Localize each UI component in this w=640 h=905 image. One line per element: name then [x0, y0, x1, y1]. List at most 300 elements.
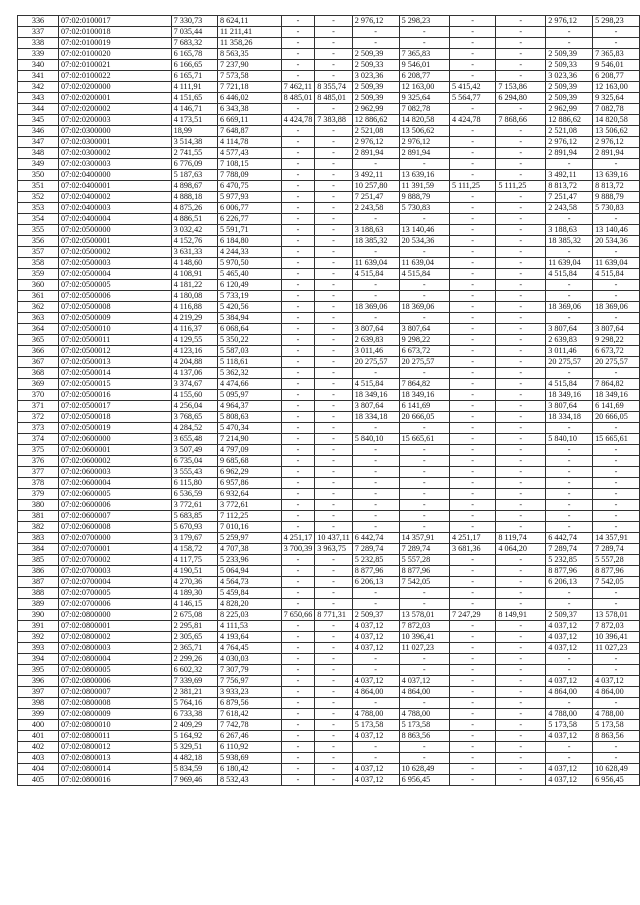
- value-cell-8: -: [496, 665, 546, 676]
- value-cell-6: 20 534,36: [399, 236, 449, 247]
- value-cell-10: -: [593, 38, 640, 49]
- value-cell-9: 5 173,58: [546, 720, 593, 731]
- value-cell-4: -: [315, 302, 352, 313]
- value-cell-7: -: [449, 269, 495, 280]
- value-cell-2: 5 470,34: [217, 423, 281, 434]
- value-cell-5: -: [352, 456, 399, 467]
- value-cell-6: 13 140,46: [399, 225, 449, 236]
- row-number-cell: 338: [18, 38, 59, 49]
- value-cell-1: 4 189,30: [171, 588, 217, 599]
- row-number-cell: 337: [18, 27, 59, 38]
- row-number-cell: 372: [18, 412, 59, 423]
- value-cell-7: -: [449, 203, 495, 214]
- value-cell-3: -: [281, 742, 315, 753]
- value-cell-7: 7 247,29: [449, 610, 495, 621]
- value-cell-10: -: [593, 247, 640, 258]
- value-cell-7: -: [449, 291, 495, 302]
- value-cell-3: -: [281, 181, 315, 192]
- value-cell-7: -: [449, 60, 495, 71]
- value-cell-2: 6 226,77: [217, 214, 281, 225]
- value-cell-3: -: [281, 731, 315, 742]
- value-cell-9: -: [546, 280, 593, 291]
- value-cell-7: -: [449, 588, 495, 599]
- value-cell-6: 4 788,00: [399, 709, 449, 720]
- value-cell-7: -: [449, 313, 495, 324]
- value-cell-1: 2 365,71: [171, 643, 217, 654]
- value-cell-8: -: [496, 170, 546, 181]
- row-number-cell: 371: [18, 401, 59, 412]
- value-cell-2: 6 932,64: [217, 489, 281, 500]
- value-cell-6: 13 506,62: [399, 126, 449, 137]
- row-number-cell: 359: [18, 269, 59, 280]
- value-cell-5: 3 807,64: [352, 324, 399, 335]
- value-cell-9: -: [546, 599, 593, 610]
- value-cell-2: 5 384,94: [217, 313, 281, 324]
- value-cell-6: 20 275,57: [399, 357, 449, 368]
- row-number-cell: 385: [18, 555, 59, 566]
- value-cell-10: -: [593, 599, 640, 610]
- value-cell-1: 5 187,63: [171, 170, 217, 181]
- value-cell-10: -: [593, 159, 640, 170]
- table-row: [18, 555, 640, 566]
- value-cell-8: -: [496, 60, 546, 71]
- cadastral-quarter-cell: 07:02:0500000: [58, 225, 171, 236]
- value-cell-2: 5 733,19: [217, 291, 281, 302]
- value-cell-1: 3 631,33: [171, 247, 217, 258]
- value-cell-9: 3 492,11: [546, 170, 593, 181]
- value-cell-1: 3 179,67: [171, 533, 217, 544]
- cadastral-quarter-cell: 07:02:0600005: [58, 489, 171, 500]
- value-cell-10: 8 863,56: [593, 731, 640, 742]
- value-cell-1: 4 148,60: [171, 258, 217, 269]
- value-cell-7: -: [449, 555, 495, 566]
- value-cell-8: -: [496, 357, 546, 368]
- value-cell-3: -: [281, 632, 315, 643]
- value-cell-9: 2 962,99: [546, 104, 593, 115]
- value-cell-1: 3 032,42: [171, 225, 217, 236]
- value-cell-1: 4 204,88: [171, 357, 217, 368]
- value-cell-5: 5 173,58: [352, 720, 399, 731]
- value-cell-10: 20 666,05: [593, 412, 640, 423]
- value-cell-9: 18 385,32: [546, 236, 593, 247]
- value-cell-8: -: [496, 302, 546, 313]
- cadastral-quarter-cell: 07:02:0400000: [58, 170, 171, 181]
- value-cell-3: -: [281, 280, 315, 291]
- value-cell-3: 4 251,17: [281, 533, 315, 544]
- value-cell-3: 8 485,01: [281, 93, 315, 104]
- value-cell-8: -: [496, 643, 546, 654]
- value-cell-2: 8 532,43: [217, 775, 281, 786]
- table-row: [18, 533, 640, 544]
- value-cell-5: -: [352, 753, 399, 764]
- cadastral-quarter-cell: 07:02:0600004: [58, 478, 171, 489]
- value-cell-8: -: [496, 445, 546, 456]
- row-number-cell: 393: [18, 643, 59, 654]
- row-number-cell: 394: [18, 654, 59, 665]
- value-cell-8: -: [496, 720, 546, 731]
- value-cell-3: -: [281, 412, 315, 423]
- value-cell-3: -: [281, 401, 315, 412]
- value-cell-9: 2 509,39: [546, 93, 593, 104]
- table-row: [18, 676, 640, 687]
- value-cell-6: 14 357,91: [399, 533, 449, 544]
- value-cell-7: -: [449, 71, 495, 82]
- value-cell-4: 8 485,01: [315, 93, 352, 104]
- value-cell-3: -: [281, 104, 315, 115]
- cadastral-quarter-cell: 07:02:0600000: [58, 434, 171, 445]
- value-cell-7: -: [449, 577, 495, 588]
- value-cell-5: 3 188,63: [352, 225, 399, 236]
- value-cell-1: 4 888,18: [171, 192, 217, 203]
- value-cell-3: -: [281, 566, 315, 577]
- value-cell-2: 9 685,68: [217, 456, 281, 467]
- value-cell-4: -: [315, 434, 352, 445]
- value-cell-1: 4 180,08: [171, 291, 217, 302]
- value-cell-1: 2 381,21: [171, 687, 217, 698]
- value-cell-10: 4 864,00: [593, 687, 640, 698]
- value-cell-3: -: [281, 170, 315, 181]
- value-cell-2: 5 233,96: [217, 555, 281, 566]
- value-cell-5: -: [352, 280, 399, 291]
- value-cell-9: 18 349,16: [546, 390, 593, 401]
- value-cell-4: -: [315, 555, 352, 566]
- cadastral-quarter-cell: 07:02:0500001: [58, 236, 171, 247]
- value-cell-3: -: [281, 27, 315, 38]
- value-cell-6: -: [399, 214, 449, 225]
- row-number-cell: 349: [18, 159, 59, 170]
- value-cell-4: -: [315, 368, 352, 379]
- value-cell-3: -: [281, 621, 315, 632]
- value-cell-7: -: [449, 423, 495, 434]
- value-cell-10: -: [593, 522, 640, 533]
- cadastral-quarter-cell: 07:02:0600003: [58, 467, 171, 478]
- value-cell-5: 18 369,06: [352, 302, 399, 313]
- value-cell-9: -: [546, 368, 593, 379]
- value-cell-7: -: [449, 742, 495, 753]
- row-number-cell: 390: [18, 610, 59, 621]
- value-cell-6: 12 163,00: [399, 82, 449, 93]
- value-cell-2: 6 180,42: [217, 764, 281, 775]
- value-cell-2: 7 618,42: [217, 709, 281, 720]
- value-cell-6: 4 864,00: [399, 687, 449, 698]
- value-cell-2: 4 564,73: [217, 577, 281, 588]
- value-cell-2: 7 112,25: [217, 511, 281, 522]
- value-cell-4: -: [315, 456, 352, 467]
- value-cell-9: -: [546, 698, 593, 709]
- table-row: [18, 126, 640, 137]
- value-cell-2: 4 828,20: [217, 599, 281, 610]
- table-row: [18, 599, 640, 610]
- value-cell-1: 4 117,75: [171, 555, 217, 566]
- value-cell-7: -: [449, 148, 495, 159]
- row-number-cell: 340: [18, 60, 59, 71]
- table-row: [18, 258, 640, 269]
- value-cell-6: 15 665,61: [399, 434, 449, 445]
- value-cell-1: 4 146,71: [171, 104, 217, 115]
- value-cell-7: -: [449, 390, 495, 401]
- value-cell-3: -: [281, 698, 315, 709]
- table-row: [18, 357, 640, 368]
- value-cell-6: -: [399, 665, 449, 676]
- value-cell-10: 7 082,78: [593, 104, 640, 115]
- table-row: [18, 60, 640, 71]
- value-cell-10: -: [593, 313, 640, 324]
- value-cell-1: 4 116,88: [171, 302, 217, 313]
- cadastral-quarter-cell: 07:02:0100022: [58, 71, 171, 82]
- value-cell-8: -: [496, 27, 546, 38]
- value-cell-6: -: [399, 467, 449, 478]
- value-cell-10: 13 140,46: [593, 225, 640, 236]
- value-cell-9: -: [546, 214, 593, 225]
- table-row: [18, 82, 640, 93]
- value-cell-9: 2 976,12: [546, 137, 593, 148]
- value-cell-5: 7 251,47: [352, 192, 399, 203]
- value-cell-8: -: [496, 709, 546, 720]
- value-cell-9: 7 289,74: [546, 544, 593, 555]
- table-row: [18, 159, 640, 170]
- value-cell-1: 5 834,59: [171, 764, 217, 775]
- value-cell-1: 4 151,65: [171, 93, 217, 104]
- value-cell-8: -: [496, 478, 546, 489]
- table-row: [18, 401, 640, 412]
- row-number-cell: 381: [18, 511, 59, 522]
- value-cell-5: -: [352, 423, 399, 434]
- value-cell-2: 7 573,58: [217, 71, 281, 82]
- value-cell-4: -: [315, 357, 352, 368]
- row-number-cell: 336: [18, 16, 59, 27]
- cadastral-quarter-cell: 07:02:0500017: [58, 401, 171, 412]
- cadastral-quarter-cell: 07:02:0100021: [58, 60, 171, 71]
- value-cell-2: 4 114,78: [217, 137, 281, 148]
- value-cell-3: -: [281, 291, 315, 302]
- value-cell-5: -: [352, 27, 399, 38]
- value-cell-4: -: [315, 16, 352, 27]
- row-number-cell: 404: [18, 764, 59, 775]
- value-cell-5: 3 807,64: [352, 401, 399, 412]
- value-cell-1: 4 155,60: [171, 390, 217, 401]
- table-row: [18, 544, 640, 555]
- value-cell-9: 2 509,37: [546, 610, 593, 621]
- value-cell-4: 10 437,11: [315, 533, 352, 544]
- table-row: [18, 720, 640, 731]
- value-cell-9: 5 840,10: [546, 434, 593, 445]
- cadastral-quarter-cell: 07:02:0600008: [58, 522, 171, 533]
- value-cell-9: -: [546, 753, 593, 764]
- value-cell-2: 5 459,84: [217, 588, 281, 599]
- value-cell-5: 2 891,94: [352, 148, 399, 159]
- table-row: [18, 434, 640, 445]
- row-number-cell: 398: [18, 698, 59, 709]
- value-cell-4: -: [315, 401, 352, 412]
- value-cell-7: -: [449, 522, 495, 533]
- value-cell-2: 6 120,49: [217, 280, 281, 291]
- cadastral-quarter-cell: 07:02:0400003: [58, 203, 171, 214]
- value-cell-2: 5 970,50: [217, 258, 281, 269]
- value-cell-10: 9 546,01: [593, 60, 640, 71]
- value-cell-5: -: [352, 159, 399, 170]
- value-cell-7: -: [449, 632, 495, 643]
- value-cell-8: -: [496, 390, 546, 401]
- table-row: [18, 192, 640, 203]
- row-number-cell: 356: [18, 236, 59, 247]
- value-cell-2: 6 110,92: [217, 742, 281, 753]
- row-number-cell: 343: [18, 93, 59, 104]
- value-cell-1: 4 284,52: [171, 423, 217, 434]
- value-cell-9: -: [546, 291, 593, 302]
- value-cell-10: 13 578,01: [593, 610, 640, 621]
- table-row: [18, 302, 640, 313]
- value-cell-2: 6 006,77: [217, 203, 281, 214]
- value-cell-9: 2 509,33: [546, 60, 593, 71]
- row-number-cell: 341: [18, 71, 59, 82]
- value-cell-9: -: [546, 654, 593, 665]
- cadastral-quarter-cell: 07:02:0700001: [58, 544, 171, 555]
- value-cell-8: -: [496, 313, 546, 324]
- value-cell-8: -: [496, 742, 546, 753]
- value-cell-7: -: [449, 137, 495, 148]
- cadastral-quarter-cell: 07:02:0500019: [58, 423, 171, 434]
- table-row: [18, 313, 640, 324]
- row-number-cell: 368: [18, 368, 59, 379]
- value-cell-7: -: [449, 225, 495, 236]
- value-cell-8: 5 111,25: [496, 181, 546, 192]
- value-cell-6: 9 888,79: [399, 192, 449, 203]
- value-cell-7: -: [449, 665, 495, 676]
- value-cell-9: 12 886,62: [546, 115, 593, 126]
- value-cell-10: 9 298,22: [593, 335, 640, 346]
- value-cell-3: -: [281, 335, 315, 346]
- table-row: [18, 698, 640, 709]
- row-number-cell: 348: [18, 148, 59, 159]
- table-row: [18, 38, 640, 49]
- value-cell-8: -: [496, 511, 546, 522]
- value-cell-7: -: [449, 236, 495, 247]
- value-cell-1: 4 898,67: [171, 181, 217, 192]
- value-cell-6: -: [399, 313, 449, 324]
- row-number-cell: 392: [18, 632, 59, 643]
- value-cell-10: 7 365,83: [593, 49, 640, 60]
- value-cell-4: -: [315, 324, 352, 335]
- row-number-cell: 375: [18, 445, 59, 456]
- value-cell-5: 2 509,39: [352, 93, 399, 104]
- value-cell-6: -: [399, 588, 449, 599]
- table-row: [18, 137, 640, 148]
- value-cell-4: 7 383,88: [315, 115, 352, 126]
- value-cell-6: 18 349,16: [399, 390, 449, 401]
- value-cell-3: -: [281, 159, 315, 170]
- value-cell-4: -: [315, 654, 352, 665]
- cadastral-quarter-cell: 07:02:0800007: [58, 687, 171, 698]
- cadastral-quarter-cell: 07:02:0800010: [58, 720, 171, 731]
- value-cell-1: 4 219,29: [171, 313, 217, 324]
- value-cell-9: -: [546, 38, 593, 49]
- value-cell-6: -: [399, 38, 449, 49]
- value-cell-9: 4 864,00: [546, 687, 593, 698]
- value-cell-1: 6 602,32: [171, 665, 217, 676]
- value-cell-9: 2 509,39: [546, 49, 593, 60]
- value-cell-2: 5 259,97: [217, 533, 281, 544]
- value-cell-1: 4 123,16: [171, 346, 217, 357]
- value-cell-8: -: [496, 104, 546, 115]
- value-cell-1: 2 675,08: [171, 610, 217, 621]
- value-cell-4: -: [315, 720, 352, 731]
- value-cell-2: 7 237,90: [217, 60, 281, 71]
- table-row: [18, 709, 640, 720]
- value-cell-10: -: [593, 456, 640, 467]
- value-cell-6: -: [399, 522, 449, 533]
- value-cell-6: -: [399, 599, 449, 610]
- value-cell-6: 2 891,94: [399, 148, 449, 159]
- value-cell-1: 5 329,51: [171, 742, 217, 753]
- table-row: [18, 291, 640, 302]
- table-row: [18, 27, 640, 38]
- value-cell-10: -: [593, 753, 640, 764]
- cadastral-quarter-cell: 07:02:0100019: [58, 38, 171, 49]
- cadastral-quarter-cell: 07:02:0500014: [58, 368, 171, 379]
- value-cell-4: -: [315, 665, 352, 676]
- value-cell-1: 6 165,71: [171, 71, 217, 82]
- value-cell-4: -: [315, 346, 352, 357]
- value-cell-6: 20 666,05: [399, 412, 449, 423]
- value-cell-2: 5 977,93: [217, 192, 281, 203]
- value-cell-6: 7 542,05: [399, 577, 449, 588]
- value-cell-5: -: [352, 522, 399, 533]
- value-cell-6: 7 289,74: [399, 544, 449, 555]
- value-cell-5: 2 962,99: [352, 104, 399, 115]
- value-cell-4: -: [315, 390, 352, 401]
- value-cell-6: 4 515,84: [399, 269, 449, 280]
- value-cell-9: 4 037,12: [546, 676, 593, 687]
- cadastral-quarter-cell: 07:02:0200002: [58, 104, 171, 115]
- value-cell-8: -: [496, 324, 546, 335]
- cadastral-quarter-cell: 07:02:0800011: [58, 731, 171, 742]
- value-cell-4: -: [315, 478, 352, 489]
- row-number-cell: 384: [18, 544, 59, 555]
- value-cell-8: -: [496, 698, 546, 709]
- value-cell-9: -: [546, 313, 593, 324]
- row-number-cell: 397: [18, 687, 59, 698]
- value-cell-3: -: [281, 511, 315, 522]
- value-cell-10: 7 542,05: [593, 577, 640, 588]
- value-cell-1: 2 299,26: [171, 654, 217, 665]
- value-cell-10: -: [593, 665, 640, 676]
- table-row: [18, 181, 640, 192]
- value-cell-5: -: [352, 588, 399, 599]
- value-cell-6: -: [399, 280, 449, 291]
- value-cell-10: 2 891,94: [593, 148, 640, 159]
- value-cell-6: 11 639,04: [399, 258, 449, 269]
- value-cell-7: -: [449, 16, 495, 27]
- value-cell-3: -: [281, 126, 315, 137]
- value-cell-9: 8 877,96: [546, 566, 593, 577]
- value-cell-6: 5 173,58: [399, 720, 449, 731]
- value-cell-5: 2 976,12: [352, 137, 399, 148]
- row-number-cell: 389: [18, 599, 59, 610]
- value-cell-1: 4 482,18: [171, 753, 217, 764]
- table-row: [18, 753, 640, 764]
- value-cell-7: 5 564,77: [449, 93, 495, 104]
- cadastral-quarter-cell: 07:02:0500009: [58, 313, 171, 324]
- value-cell-7: -: [449, 192, 495, 203]
- value-cell-7: -: [449, 566, 495, 577]
- value-cell-1: 5 683,85: [171, 511, 217, 522]
- row-number-cell: 399: [18, 709, 59, 720]
- value-cell-3: -: [281, 60, 315, 71]
- value-cell-1: 4 886,51: [171, 214, 217, 225]
- value-cell-5: 2 509,37: [352, 610, 399, 621]
- row-number-cell: 365: [18, 335, 59, 346]
- value-cell-8: -: [496, 775, 546, 786]
